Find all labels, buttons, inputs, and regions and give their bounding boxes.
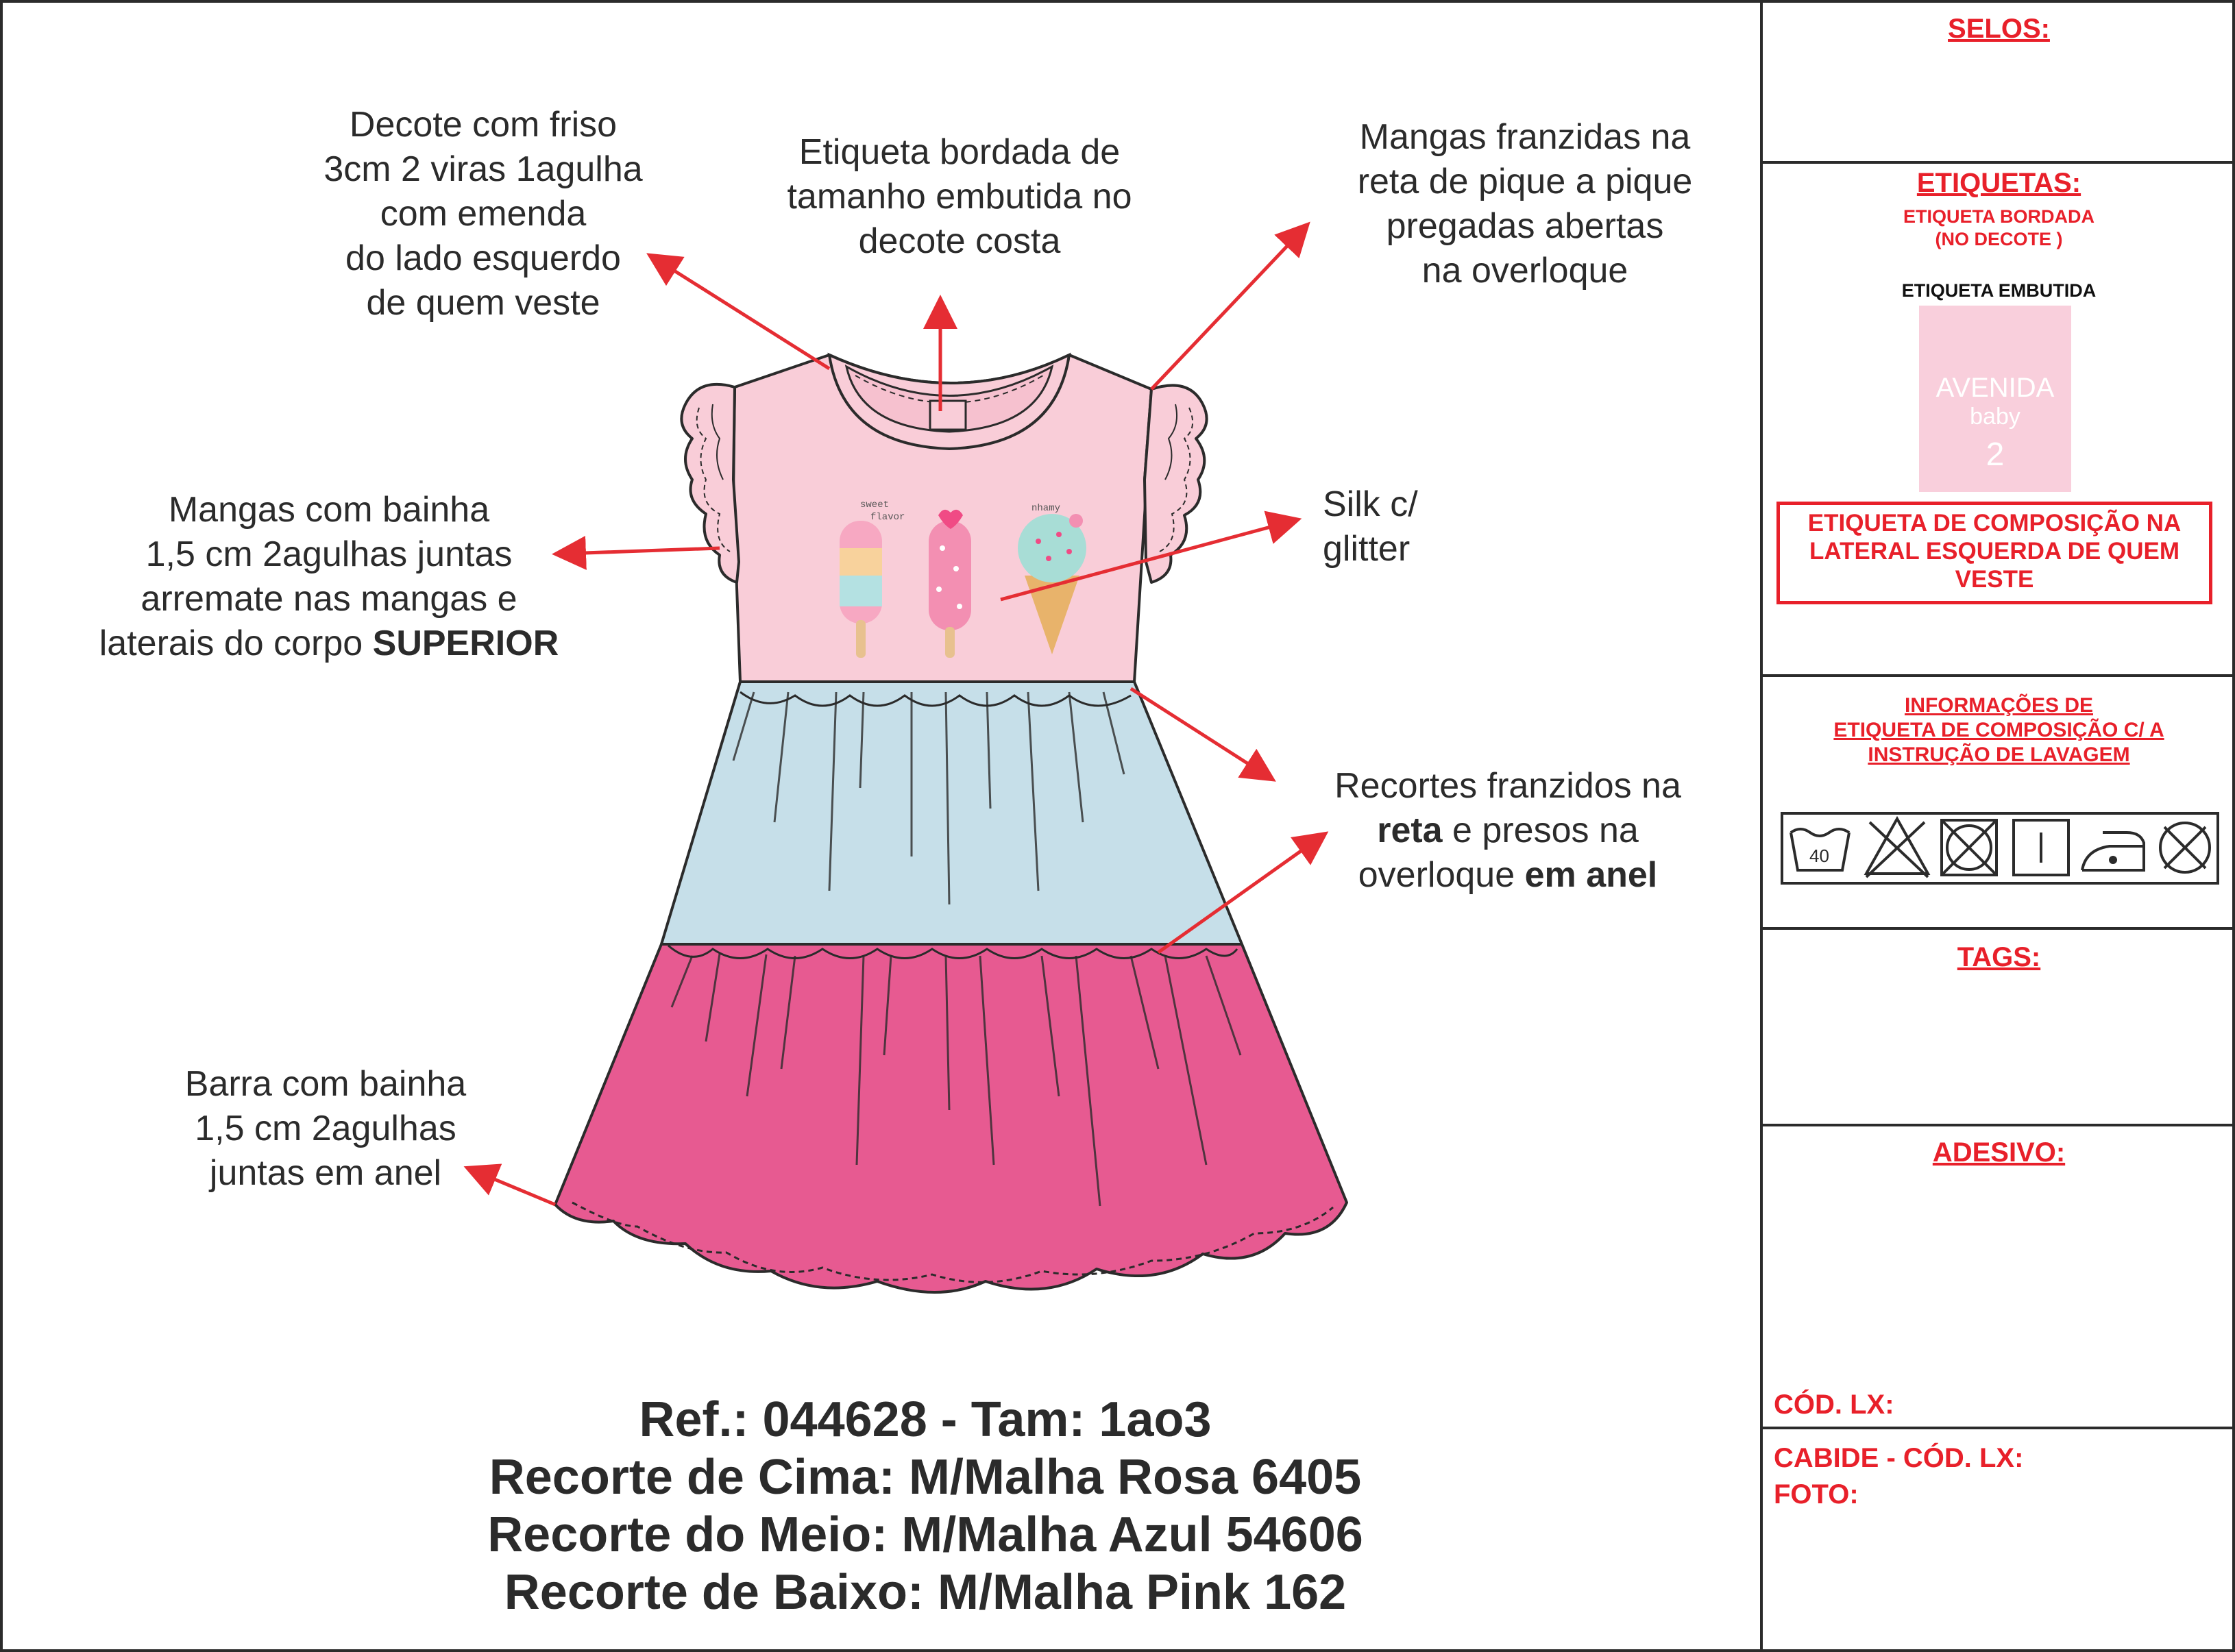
- annotation-silk: [1323, 482, 1460, 571]
- brand-label: [1919, 306, 2071, 492]
- annotation-line: Barra com bainha: [184, 1064, 467, 1104]
- annotation-line: juntas em anel: [209, 1153, 442, 1193]
- care-symbols: [1781, 812, 2219, 885]
- dress-bottom-tier: [555, 944, 1347, 1292]
- composition-line: ETIQUETA DE COMPOSIÇÃO NA: [1807, 510, 2182, 537]
- dress-middle-tier: [661, 682, 1242, 944]
- reference-bottom-cut: Recorte de Baixo: M/Malha Pink 162: [504, 1565, 1347, 1620]
- print-text-nhamy: nhamy: [1031, 503, 1061, 514]
- info-line: INFORMAÇÕES DE: [1904, 694, 2093, 717]
- brand-label-size: 2: [1986, 436, 2005, 473]
- annotation-text: e presos na: [1442, 811, 1639, 850]
- annotation-ruffled-sleeves: [1302, 115, 1748, 293]
- etiquetas-title: ETIQUETAS:: [1916, 168, 2081, 198]
- sidebar-separator: [1763, 161, 2235, 164]
- etiqueta-bordada: ETIQUETA BORDADA: [1903, 206, 2094, 227]
- wash-temp-text: 40: [1809, 846, 1829, 866]
- adesivo-title: ADESIVO:: [1932, 1137, 2066, 1168]
- composition-line: VESTE: [1955, 566, 2034, 593]
- left-sleeve-ruffle: [681, 384, 739, 582]
- annotation-line: tamanho embutida no: [787, 177, 1132, 217]
- annotation-bold-text: reta: [1377, 811, 1443, 850]
- annotation-line: Recortes franzidos na: [1334, 766, 1681, 806]
- annotation-bold-text: SUPERIOR: [372, 624, 559, 663]
- sidebar-separator: [1763, 1427, 2235, 1429]
- tags-title: TAGS:: [1957, 942, 2041, 972]
- annotation-line: [1295, 809, 1720, 853]
- annotation-line: 3cm 2 viras 1agulha: [323, 149, 643, 189]
- annotation-line: reta de pique a pique: [1357, 162, 1693, 201]
- annotation-line: [1295, 853, 1720, 898]
- annotation-line: Silk c/: [1323, 484, 1418, 524]
- size-label-tag: [930, 401, 966, 430]
- selos-title: SELOS:: [1948, 14, 2050, 44]
- annotation-line: glitter: [1323, 529, 1410, 569]
- annotation-line: pregadas abertas: [1386, 206, 1664, 246]
- annotation-line: 1,5 cm 2agulhas juntas: [145, 534, 513, 574]
- annotation-text: laterais do corpo: [99, 624, 373, 663]
- annotation-line: [55, 621, 603, 666]
- info-line: INSTRUÇÃO DE LAVAGEM: [1868, 743, 2130, 766]
- foto-label: FOTO:: [1774, 1479, 1859, 1509]
- print-text-flavor: flavor: [870, 512, 905, 523]
- annotation-line: do lado esquerdo: [345, 238, 621, 278]
- reference-middle-cut: Recorte do Meio: M/Malha Azul 54606: [487, 1507, 1363, 1562]
- reference-top-cut: Recorte de Cima: M/Malha Rosa 6405: [489, 1450, 1362, 1505]
- print-text-sweet: sweet: [860, 500, 890, 510]
- annotation-line: Decote com friso: [349, 105, 618, 145]
- annotation-bold-text: em anel: [1524, 855, 1658, 895]
- brand-label-name: AVENIDA: [1935, 373, 2055, 403]
- cod-lx-label: CÓD. LX:: [1774, 1390, 1894, 1420]
- annotation-line: com emenda: [380, 194, 587, 234]
- brand-label-sub: baby: [1970, 404, 2020, 430]
- annotation-line: arremate nas mangas e: [141, 579, 517, 619]
- sidebar-separator: [1763, 1124, 2235, 1126]
- annotation-embroidered-label: [740, 130, 1179, 264]
- sidebar-separator: [1763, 927, 2235, 930]
- composition-line: LATERAL ESQUERDA DE QUEM: [1809, 538, 2179, 565]
- annotation-sleeves-hem: [55, 488, 603, 666]
- annotation-line: Mangas com bainha: [168, 490, 490, 530]
- annotation-text: overloque: [1358, 855, 1525, 895]
- etiqueta-embutida: ETIQUETA EMBUTIDA: [1901, 280, 2097, 301]
- annotation-line: decote costa: [858, 221, 1061, 261]
- annotation-line: 1,5 cm 2agulhas: [195, 1109, 456, 1148]
- annotation-line: Mangas franzidas na: [1359, 117, 1691, 157]
- cabide-label: CABIDE - CÓD. LX:: [1774, 1443, 2024, 1473]
- info-line: ETIQUETA DE COMPOSIÇÃO C/ A: [1833, 719, 2164, 741]
- annotation-neckline: [278, 103, 689, 325]
- annotation-line: de quem veste: [366, 283, 600, 323]
- annotation-line: na overloque: [1421, 251, 1628, 291]
- annotation-hem: [130, 1062, 521, 1196]
- annotation-tier-cuts: [1295, 764, 1720, 898]
- annotation-line: Etiqueta bordada de: [798, 132, 1121, 172]
- reference-ref-size: Ref.: 044628 - Tam: 1ao3: [639, 1392, 1212, 1447]
- sidebar-separator: [1763, 674, 2235, 677]
- no-decote: (NO DECOTE ): [1935, 229, 2063, 249]
- composition-box: [1776, 502, 2212, 604]
